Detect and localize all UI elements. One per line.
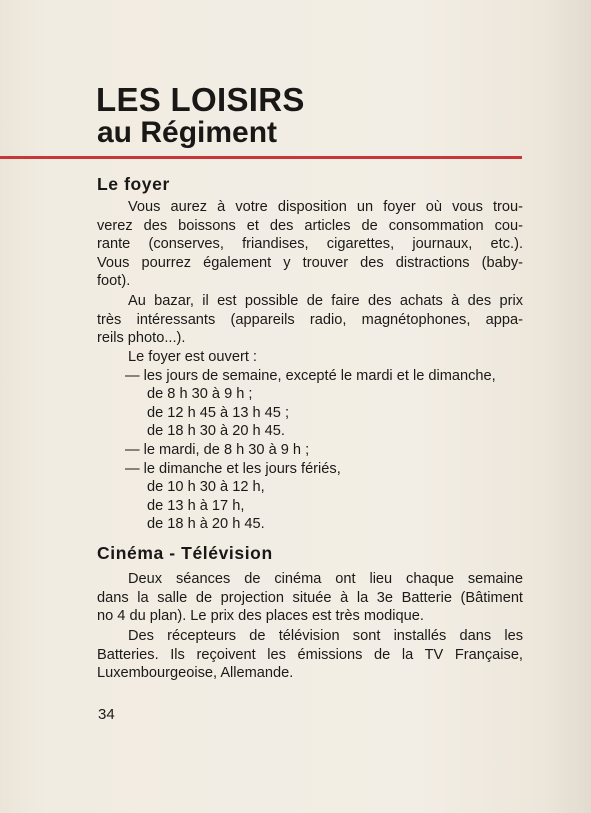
hours-time: de 18 h à 20 h 45. (147, 516, 265, 533)
section-heading-foyer: Le foyer (97, 174, 170, 194)
text-line: Batteries. Ils reçoivent les émissions de la TV Française, (97, 646, 523, 663)
text-line: Au bazar, il est possible de faire des achats à des prix (128, 293, 523, 309)
page-title: LES LOISIRS (96, 81, 305, 118)
hours-time: de 12 h 45 à 13 h 45 ; (147, 404, 290, 421)
cinema-paragraph-1 (97, 570, 523, 626)
text-line: dans la salle de projection située à la 3e Batterie (Bâtiment (97, 589, 523, 606)
hours-intro: Le foyer est ouvert : (128, 349, 257, 365)
text-line: foot). (97, 273, 131, 290)
text-line: Deux séances de cinéma ont lieu chaque semaine (128, 571, 523, 587)
hours-time: de 18 h 30 à 20 h 45. (147, 423, 285, 440)
cinema-paragraph-2 (97, 627, 523, 683)
text-line: Des récepteurs de télévision sont installés dans les (128, 628, 523, 644)
foyer-paragraph-2 (97, 292, 523, 348)
text-line: Vous aurez à votre disposition un foyer où vous trou- (128, 199, 523, 215)
hours-weekdays: — les jours de semaine, excepté le mardi et le dimanche, (125, 367, 496, 384)
red-divider (0, 156, 522, 159)
text-line: reils photo...). (97, 330, 186, 347)
text-line: verez des boissons et des articles de consommation cou- (97, 217, 523, 234)
foyer-hours (97, 348, 523, 534)
section-heading-cinema: Cinéma - Télévision (97, 543, 273, 563)
page-subtitle: au Régiment (97, 116, 278, 149)
hours-time: de 10 h 30 à 12 h, (147, 479, 265, 496)
foyer-paragraph-1 (97, 198, 523, 291)
text-line: Vous pourrez également y trouver des distractions (baby- (97, 254, 523, 271)
hours-time: de 13 h à 17 h, (147, 497, 245, 514)
page-number: 34 (98, 706, 115, 723)
hours-time: de 8 h 30 à 9 h ; (147, 386, 253, 403)
hours-sunday: — le dimanche et les jours fériés, (125, 460, 341, 477)
text-line: no 4 du plan). Le prix des places est très modique. (97, 608, 424, 625)
text-line: très intéressants (appareils radio, magnétophones, appa- (97, 311, 523, 328)
hours-tuesday: — le mardi, de 8 h 30 à 9 h ; (125, 441, 310, 458)
text-line: Luxembourgeoise, Allemande. (97, 665, 294, 682)
text-line: rante (conserves, friandises, cigarettes, journaux, etc.). (97, 236, 523, 253)
